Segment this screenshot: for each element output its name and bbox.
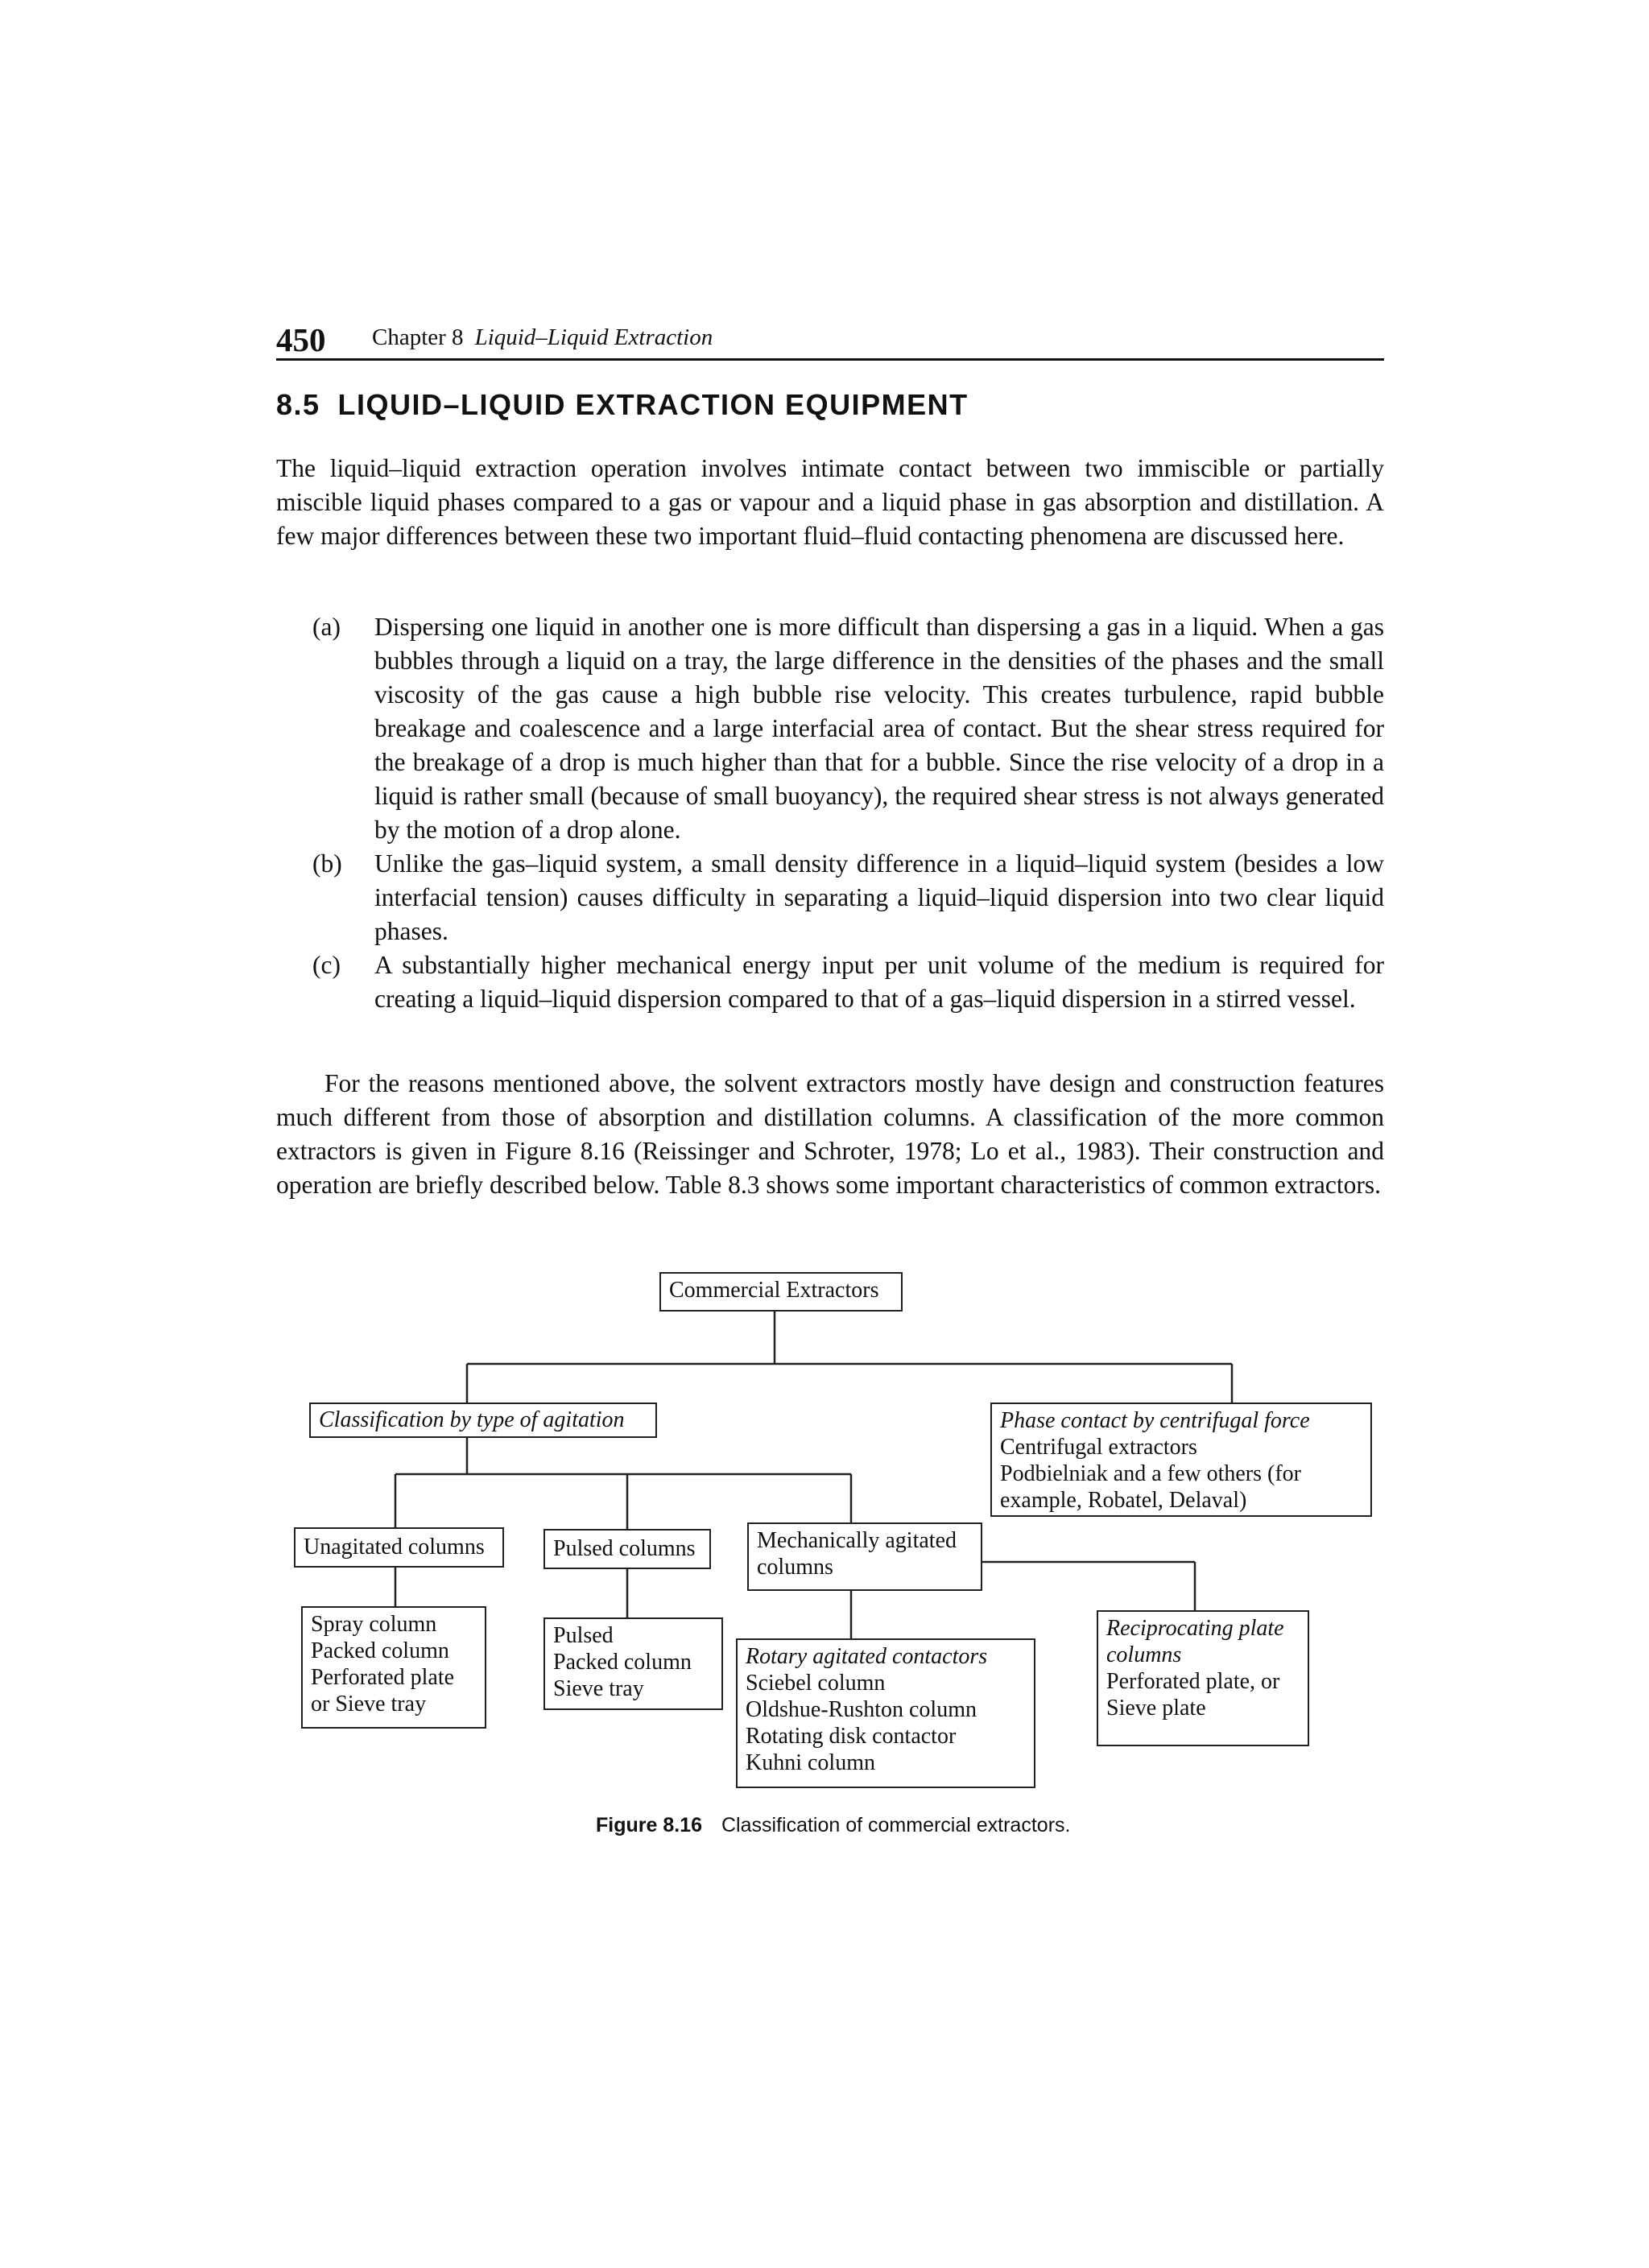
- unagitated-type: Spray column: [311, 1612, 437, 1637]
- rotary-type: Sciebel column: [746, 1671, 886, 1696]
- unagitated-type: or Sieve tray: [311, 1692, 427, 1716]
- reciprocating-title: columns: [1106, 1642, 1182, 1667]
- box-pulsed-columns: [543, 1529, 711, 1569]
- chapter-title: Liquid–Liquid Extraction: [474, 324, 713, 350]
- intro-paragraph: The liquid–liquid extraction operation involves intimate contact between two immiscible or partially miscible liquid phases compared to a gas or vapour and a liquid phase in gas absorption and distillation. A few major differences between these two important fluid–fluid contacting phenomena are discussed here.: [276, 454, 1384, 550]
- section-number: 8.5: [276, 388, 320, 421]
- list-marker-a: (a): [312, 613, 341, 641]
- pulsed-type: Sieve tray: [553, 1676, 644, 1701]
- agitation-label: Classification by type of agitation: [319, 1407, 625, 1432]
- list-marker-c: (c): [312, 951, 341, 979]
- list-text-c: A substantially higher mechanical energy input per unit volume of the medium is required for creating a liquid–liquid dispersion compared to that of a gas–liquid dispersion in a stirred vessel.: [374, 951, 1384, 1013]
- mechanical-line: columns: [757, 1555, 833, 1580]
- reasons-paragraph: For the reasons mentioned above, the solvent extractors mostly have design and construction features much different from those of absorption and distillation columns. A classification of the more common extractors is given in Figure 8.16 (Reissinger and Schroter, 1978; Lo et al., 1983). Their construction and operation are briefly described below. Table 8.3 shows some important characteristics of common extractors.: [276, 1069, 1384, 1199]
- section-title: LIQUID–LIQUID EXTRACTION EQUIPMENT: [337, 388, 969, 421]
- centrifugal-title: Phase contact by centrifugal force: [1000, 1408, 1310, 1433]
- reciprocating-type: Sieve plate: [1106, 1696, 1206, 1721]
- rotary-type: Rotating disk contactor: [746, 1724, 957, 1749]
- box-centrifugal: [990, 1403, 1372, 1517]
- unagitated-type: Perforated plate: [311, 1665, 455, 1690]
- list-text-a: Dispersing one liquid in another one is more difficult than dispersing a gas in a liquid. When a gas bubbles through a liquid on a tray, the large difference in the densities of the phases and the small viscosity of the gas cause a high bubble rise velocity. This creates turbulence, rapid bubble breakage and coalescence and a large interfacial area of contact. But the shear stress required for the breakage of a drop is much higher than that for a bubble. Since the rise velocity of a drop in a liquid is rather small (because of small buoyancy), the required shear stress is not always generated by the motion of a drop alone.: [374, 613, 1384, 844]
- centrifugal-line: Podbielniak and a few others (for: [1000, 1461, 1301, 1486]
- box-mechanically-agitated: [747, 1522, 982, 1591]
- figure-label: Figure 8.16: [596, 1814, 702, 1836]
- reciprocating-type: Perforated plate, or: [1106, 1669, 1280, 1694]
- figure-caption: [596, 1814, 1070, 1837]
- box-reciprocating-plate: [1097, 1610, 1309, 1746]
- figure-caption-text: Classification of commercial extractors.: [721, 1814, 1071, 1836]
- pulsed-type: Packed column: [553, 1650, 692, 1675]
- chapter-label: Chapter 8: [372, 324, 464, 350]
- unagitated-type: Packed column: [311, 1638, 449, 1663]
- box-commercial-extractors: [659, 1272, 903, 1312]
- box-pulsed-types: [543, 1617, 723, 1710]
- box-unagitated-columns: [294, 1527, 504, 1568]
- reciprocating-title: Reciprocating plate: [1106, 1616, 1284, 1641]
- box-rotary-agitated: [736, 1638, 1035, 1788]
- box-unagitated-types: [301, 1606, 486, 1729]
- mechanical-line: Mechanically agitated: [757, 1528, 957, 1553]
- list-marker-b: (b): [312, 849, 342, 878]
- box-agitation-classification: [309, 1403, 657, 1438]
- pulsed-label: Pulsed columns: [553, 1536, 696, 1561]
- unagitated-label: Unagitated columns: [304, 1535, 485, 1560]
- centrifugal-line: Centrifugal extractors: [1000, 1435, 1197, 1460]
- rotary-title: Rotary agitated contactors: [746, 1644, 988, 1669]
- page-number: 450: [276, 321, 326, 358]
- root-label: Commercial Extractors: [669, 1278, 879, 1303]
- rotary-type: Kuhni column: [746, 1750, 875, 1775]
- pulsed-type: Pulsed: [553, 1623, 614, 1648]
- centrifugal-line: example, Robatel, Delaval): [1000, 1488, 1247, 1513]
- rotary-type: Oldshue-Rushton column: [746, 1697, 977, 1722]
- list-text-b: Unlike the gas–liquid system, a small density difference in a liquid–liquid system (besides a low interfacial tension) causes difficulty in separating a liquid–liquid dispersion into two clear liquid phases.: [374, 849, 1384, 945]
